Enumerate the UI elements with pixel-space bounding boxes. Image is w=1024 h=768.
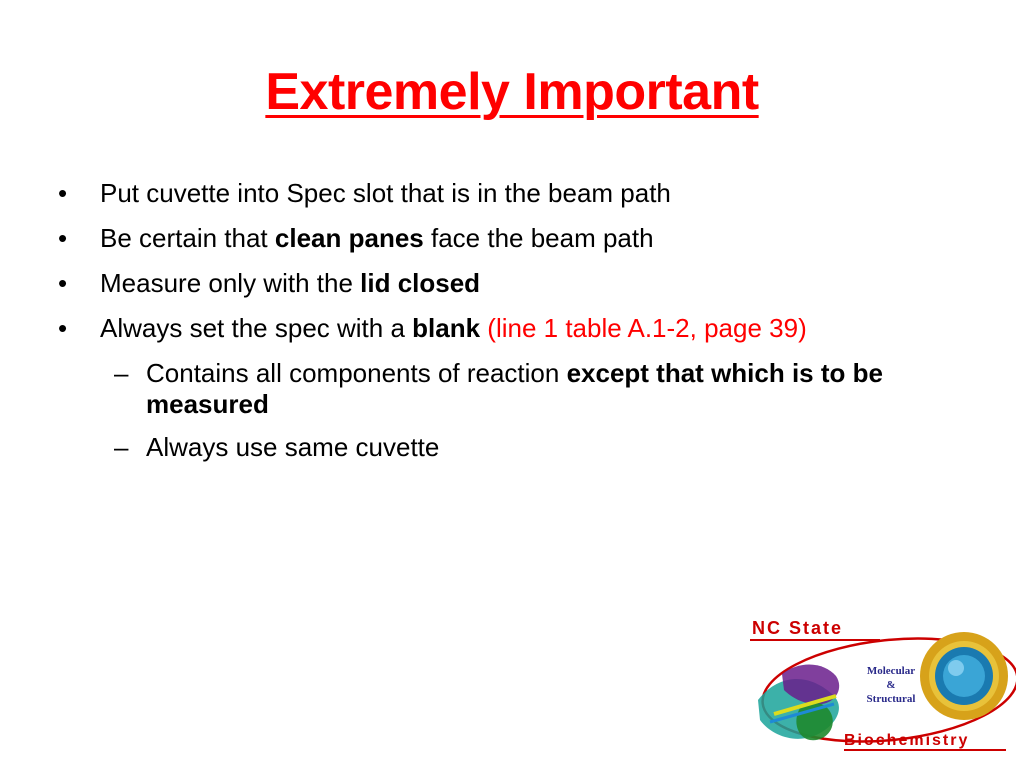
bullet-marker: • [58, 178, 68, 208]
bullet-item [58, 223, 978, 254]
sub-bullet-item [58, 432, 978, 463]
dash-marker: – [114, 358, 129, 388]
bullet-text: Always set the spec with a [100, 313, 413, 343]
bullet-item [58, 178, 978, 209]
bullet-list [58, 178, 978, 475]
bullet-text: face the beam path [423, 223, 654, 253]
logo-center-line: & [886, 679, 896, 691]
bullet-text: Be certain that [100, 223, 275, 253]
bullet-emphasis: clean panes [274, 223, 424, 253]
bullet-marker: • [58, 313, 68, 343]
sub-bullet-item [58, 358, 978, 420]
logo-center-line: Molecular [866, 665, 916, 677]
logo-top-text: NC State [752, 618, 844, 638]
slide-title: Extremely Important [265, 63, 759, 121]
bullet-text: Measure only with the [100, 268, 361, 298]
bullet-marker: • [58, 268, 68, 298]
logo-bottom-text: Biochemistry [844, 732, 970, 749]
bullet-emphasis: blank [412, 313, 481, 343]
bullet-item [58, 313, 978, 344]
bullet-text: Put cuvette into Spec slot that is in the beam path [100, 178, 671, 208]
nc-state-biochemistry-logo [740, 612, 1016, 762]
sub-bullet-text: Always use same cuvette [146, 432, 440, 462]
bullet-emphasis: lid closed [360, 268, 481, 298]
bullet-item [58, 268, 978, 299]
sub-bullet-text: Contains all components of reaction [146, 358, 567, 388]
bullet-marker: • [58, 223, 68, 253]
sub-bullet-emphasis: except that which is to be measured [146, 358, 883, 419]
bullet-reference: (line 1 table A.1-2, page 39) [480, 313, 807, 343]
logo-center-text [848, 664, 934, 706]
logo-center-line: Structural [866, 693, 916, 705]
dash-marker: – [114, 432, 129, 462]
